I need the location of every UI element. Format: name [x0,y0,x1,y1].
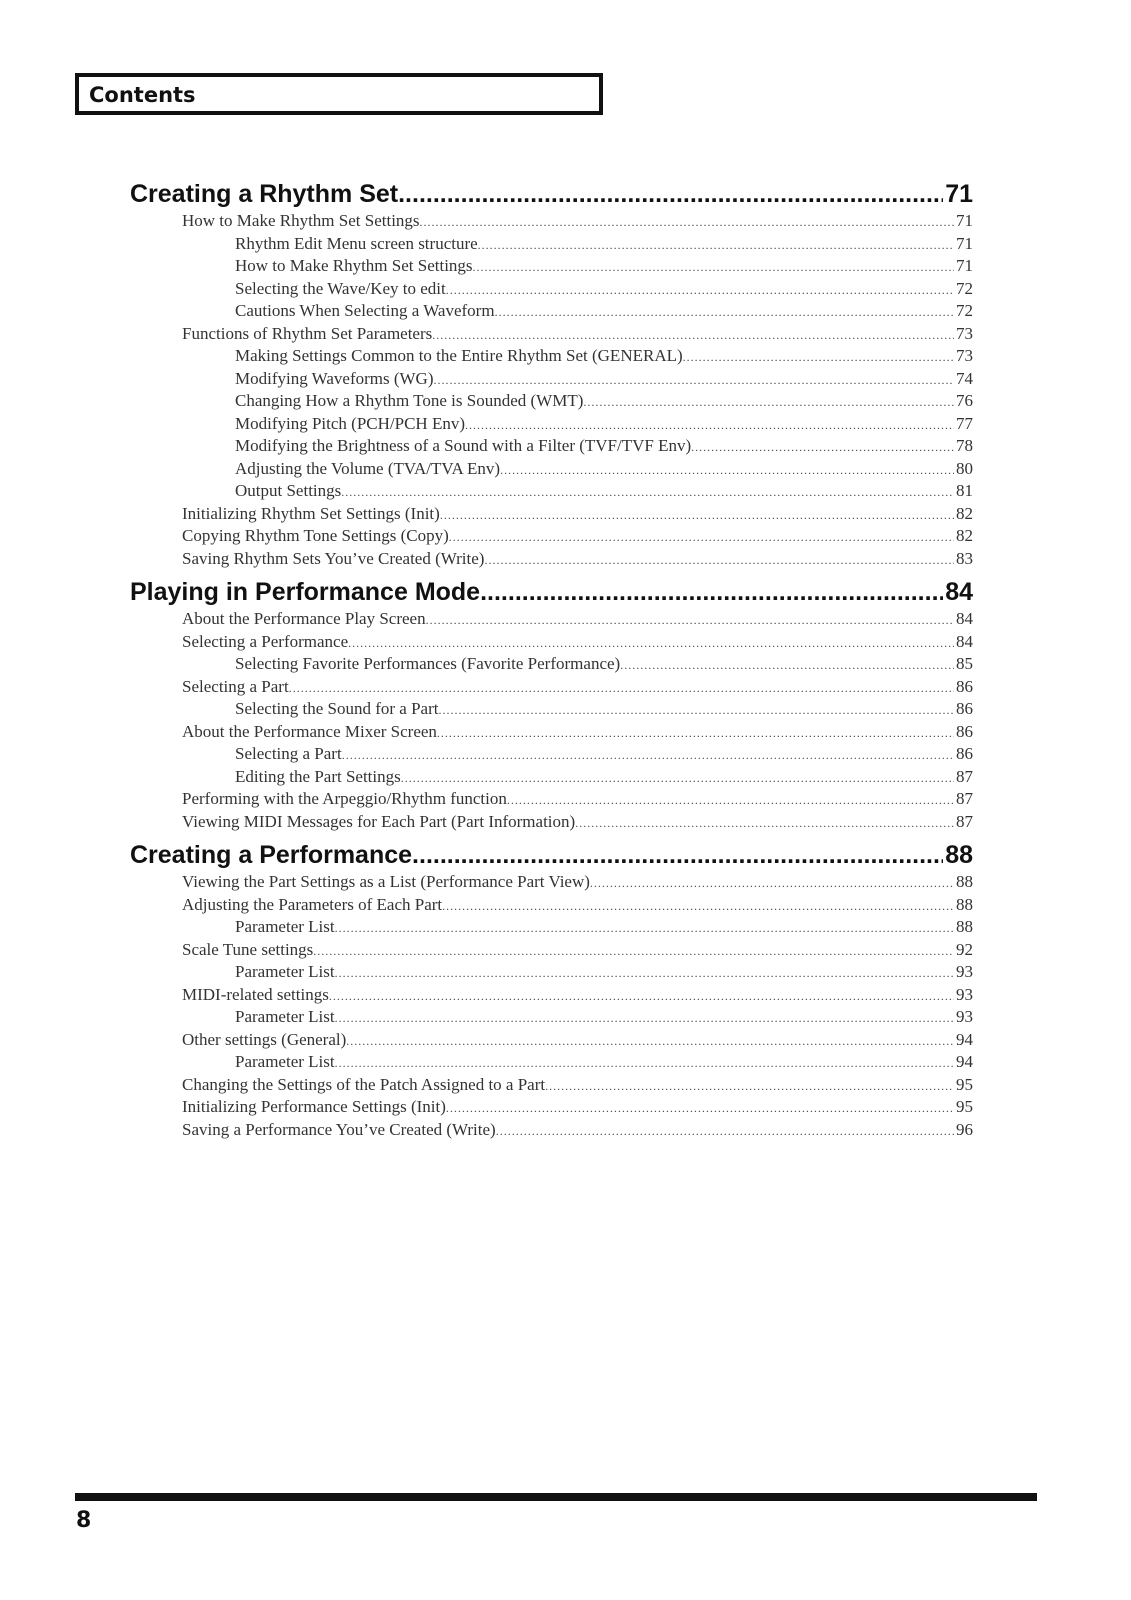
dot-leader [507,789,954,811]
dot-leader [449,526,954,548]
dot-leader [590,872,954,894]
dot-leader [683,346,954,368]
entry-title: Parameter List [235,962,335,981]
toc-entry[interactable] [130,608,973,631]
entry-title: Making Settings Common to the Entire Rhythm Set (GENERAL) [235,346,683,365]
entry-page-number: 86 [956,699,973,718]
contents-header-title: Contents [89,83,196,107]
toc-entry[interactable] [130,525,973,548]
toc-entry[interactable] [130,894,973,917]
entry-page-number: 82 [956,526,973,545]
toc-subentry[interactable] [130,390,973,413]
entry-title: Changing the Settings of the Patch Assigned to a Part [182,1074,546,1094]
toc-entry[interactable] [130,676,973,699]
dot-leader [420,211,954,233]
entry-title: Adjusting the Volume (TVA/TVA Env) [235,458,501,478]
entry-page-number: 95 [956,1074,973,1094]
entry-title: Modifying Pitch (PCH/PCH Env) [235,413,465,433]
entry-title: Output Settings [235,481,342,500]
dot-leader [412,839,943,871]
dot-leader [335,917,954,939]
footer-rule [75,1493,1037,1501]
entry-title: How to Make Rhythm Set Settings [182,211,420,230]
toc-subentry[interactable] [130,458,973,481]
entry-title: Selecting Favorite Performances (Favorite Performance) [235,654,621,673]
entry-title: Cautions When Selecting a Waveform [235,301,495,320]
dot-leader [341,481,954,503]
entry-page-number: 76 [956,391,973,410]
entry-page-number: 71 [956,211,973,230]
entry-title: How to Make Rhythm Set Settings [235,256,473,275]
entry-page-number: 82 [956,503,973,523]
entry-page-number: 85 [956,654,973,673]
toc-entry[interactable] [130,503,973,526]
entry-page-number: 88 [956,894,973,914]
toc-subentry[interactable] [130,368,973,391]
contents-header-box [75,73,603,115]
toc-subentry[interactable] [130,961,973,984]
entry-title: Initializing Rhythm Set Settings (Init) [182,503,440,523]
entry-title: Other settings (General) [182,1029,347,1049]
chapter-title: Creating a Performance [130,841,413,869]
toc-subentry[interactable] [130,916,973,939]
entry-title: Performing with the Arpeggio/Rhythm function [182,789,507,808]
table-of-contents [130,178,973,1141]
entry-page-number: 84 [956,609,973,628]
dot-leader [478,234,954,256]
entry-title: Selecting a Part [235,744,342,763]
toc-subentry[interactable] [130,698,973,721]
chapter-title: Playing in Performance Mode [130,578,481,606]
entry-page-number: 80 [956,458,973,478]
entry-page-number: 88 [956,917,973,936]
entry-page-number: 72 [956,301,973,320]
entry-title: Modifying Waveforms (WG) [235,368,434,388]
entry-title: Changing How a Rhythm Tone is Sounded (WMT) [235,391,584,410]
toc-entry[interactable] [130,1096,973,1119]
page-number: 8 [76,1508,92,1533]
toc-entry[interactable] [130,984,973,1007]
dot-leader [335,1007,954,1029]
entry-title: Selecting the Sound for a Part [235,699,439,718]
dot-leader [496,1120,954,1142]
dot-leader [484,549,954,571]
dot-leader [335,1052,954,1074]
entry-page-number: 92 [956,939,973,959]
entry-page-number: 83 [956,548,973,568]
chapter-title: Creating a Rhythm Set [130,180,399,208]
toc-subentry[interactable] [130,435,973,458]
entry-title: MIDI-related settings [182,984,329,1004]
entry-page-number: 93 [956,962,973,981]
entry-title: Viewing MIDI Messages for Each Part (Part Information) [182,811,576,831]
toc-subentry[interactable] [130,278,973,301]
dot-leader [480,576,943,608]
entry-title: Initializing Performance Settings (Init) [182,1097,446,1116]
dot-leader [465,414,954,436]
toc-subentry[interactable] [130,233,973,256]
toc-subentry[interactable] [130,766,973,789]
toc-subentry[interactable] [130,300,973,323]
toc-entry[interactable] [130,631,973,654]
toc-subentry[interactable] [130,413,973,436]
toc-entry[interactable] [130,548,973,571]
chapter-page-number: 71 [945,180,973,208]
entry-title: Viewing the Part Settings as a List (Performance Part View) [182,872,590,891]
toc-entry[interactable] [130,788,973,811]
entry-page-number: 96 [956,1119,973,1139]
dot-leader [545,1075,954,1097]
entry-page-number: 73 [956,323,973,343]
entry-page-number: 73 [956,346,973,365]
toc-subentry[interactable] [130,653,973,676]
toc-entry[interactable] [130,939,973,962]
entry-title: Scale Tune settings [182,939,314,959]
dot-leader [289,677,954,699]
dot-leader [446,1097,954,1119]
entry-title: Editing the Part Settings [235,766,401,786]
dot-leader [620,654,954,676]
entry-title: Rhythm Edit Menu screen structure [235,233,478,253]
chapter-page-number: 88 [945,841,973,869]
dot-leader [348,632,954,654]
entry-title: Adjusting the Parameters of Each Part [182,894,443,914]
entry-title: Selecting a Performance [182,631,349,651]
toc-subentry[interactable] [130,1051,973,1074]
toc-entry[interactable] [130,1119,973,1142]
dot-leader [439,699,955,721]
toc-entry[interactable] [130,1029,973,1052]
entry-title: Parameter List [235,917,335,936]
dot-leader [440,504,954,526]
toc-entry[interactable] [130,210,973,233]
entry-title: About the Performance Mixer Screen [182,721,437,741]
dot-leader [500,459,954,481]
toc-subentry[interactable] [130,743,973,766]
dot-leader [329,985,954,1007]
dot-leader [473,256,954,278]
dot-leader [401,767,954,789]
chapter-heading[interactable] [130,178,973,210]
entry-page-number: 94 [956,1052,973,1071]
dot-leader [335,962,954,984]
toc-subentry[interactable] [130,255,973,278]
entry-title: Copying Rhythm Tone Settings (Copy) [182,526,449,545]
entry-page-number: 78 [956,436,973,455]
dot-leader [442,895,954,917]
toc-entry[interactable] [130,721,973,744]
entry-page-number: 77 [956,413,973,433]
entry-page-number: 71 [956,233,973,253]
dot-leader [398,178,943,210]
chapter-heading[interactable] [130,839,973,871]
toc-entry[interactable] [130,811,973,834]
toc-entry[interactable] [130,871,973,894]
toc-entry[interactable] [130,323,973,346]
chapter-page-number: 84 [945,578,973,606]
entry-title: Parameter List [235,1007,335,1026]
entry-page-number: 86 [956,744,973,763]
dot-leader [432,324,954,346]
toc-subentry[interactable] [130,480,973,503]
entry-title: Modifying the Brightness of a Sound with a Filter (TVF/TVF Env) [235,436,692,455]
entry-title: Functions of Rhythm Set Parameters [182,323,433,343]
dot-leader [313,940,954,962]
toc-subentry[interactable] [130,1006,973,1029]
entry-page-number: 86 [956,676,973,696]
dot-leader [426,609,954,631]
entry-page-number: 95 [956,1097,973,1116]
entry-page-number: 74 [956,368,973,388]
dot-leader [342,744,954,766]
entry-title: About the Performance Play Screen [182,609,426,628]
entry-page-number: 94 [956,1029,973,1049]
dot-leader [437,722,954,744]
entry-title: Selecting a Part [182,676,289,696]
entry-page-number: 71 [956,256,973,275]
entry-title: Saving a Performance You’ve Created (Write) [182,1119,496,1139]
entry-page-number: 87 [956,766,973,786]
entry-title: Saving Rhythm Sets You’ve Created (Write) [182,548,485,568]
dot-leader [446,279,954,301]
entry-title: Selecting the Wave/Key to edit [235,278,446,298]
dot-leader [691,436,954,458]
entry-page-number: 93 [956,1007,973,1026]
dot-leader [346,1030,954,1052]
entry-page-number: 87 [956,811,973,831]
toc-entry[interactable] [130,1074,973,1097]
chapter-heading[interactable] [130,576,973,608]
entry-page-number: 84 [956,631,973,651]
entry-page-number: 88 [956,872,973,891]
dot-leader [495,301,954,323]
dot-leader [583,391,954,413]
dot-leader [575,812,954,834]
entry-page-number: 72 [956,278,973,298]
entry-page-number: 93 [956,984,973,1004]
entry-page-number: 86 [956,721,973,741]
dot-leader [434,369,955,391]
entry-title: Parameter List [235,1052,335,1071]
entry-page-number: 81 [956,481,973,500]
toc-subentry[interactable] [130,345,973,368]
entry-page-number: 87 [956,789,973,808]
